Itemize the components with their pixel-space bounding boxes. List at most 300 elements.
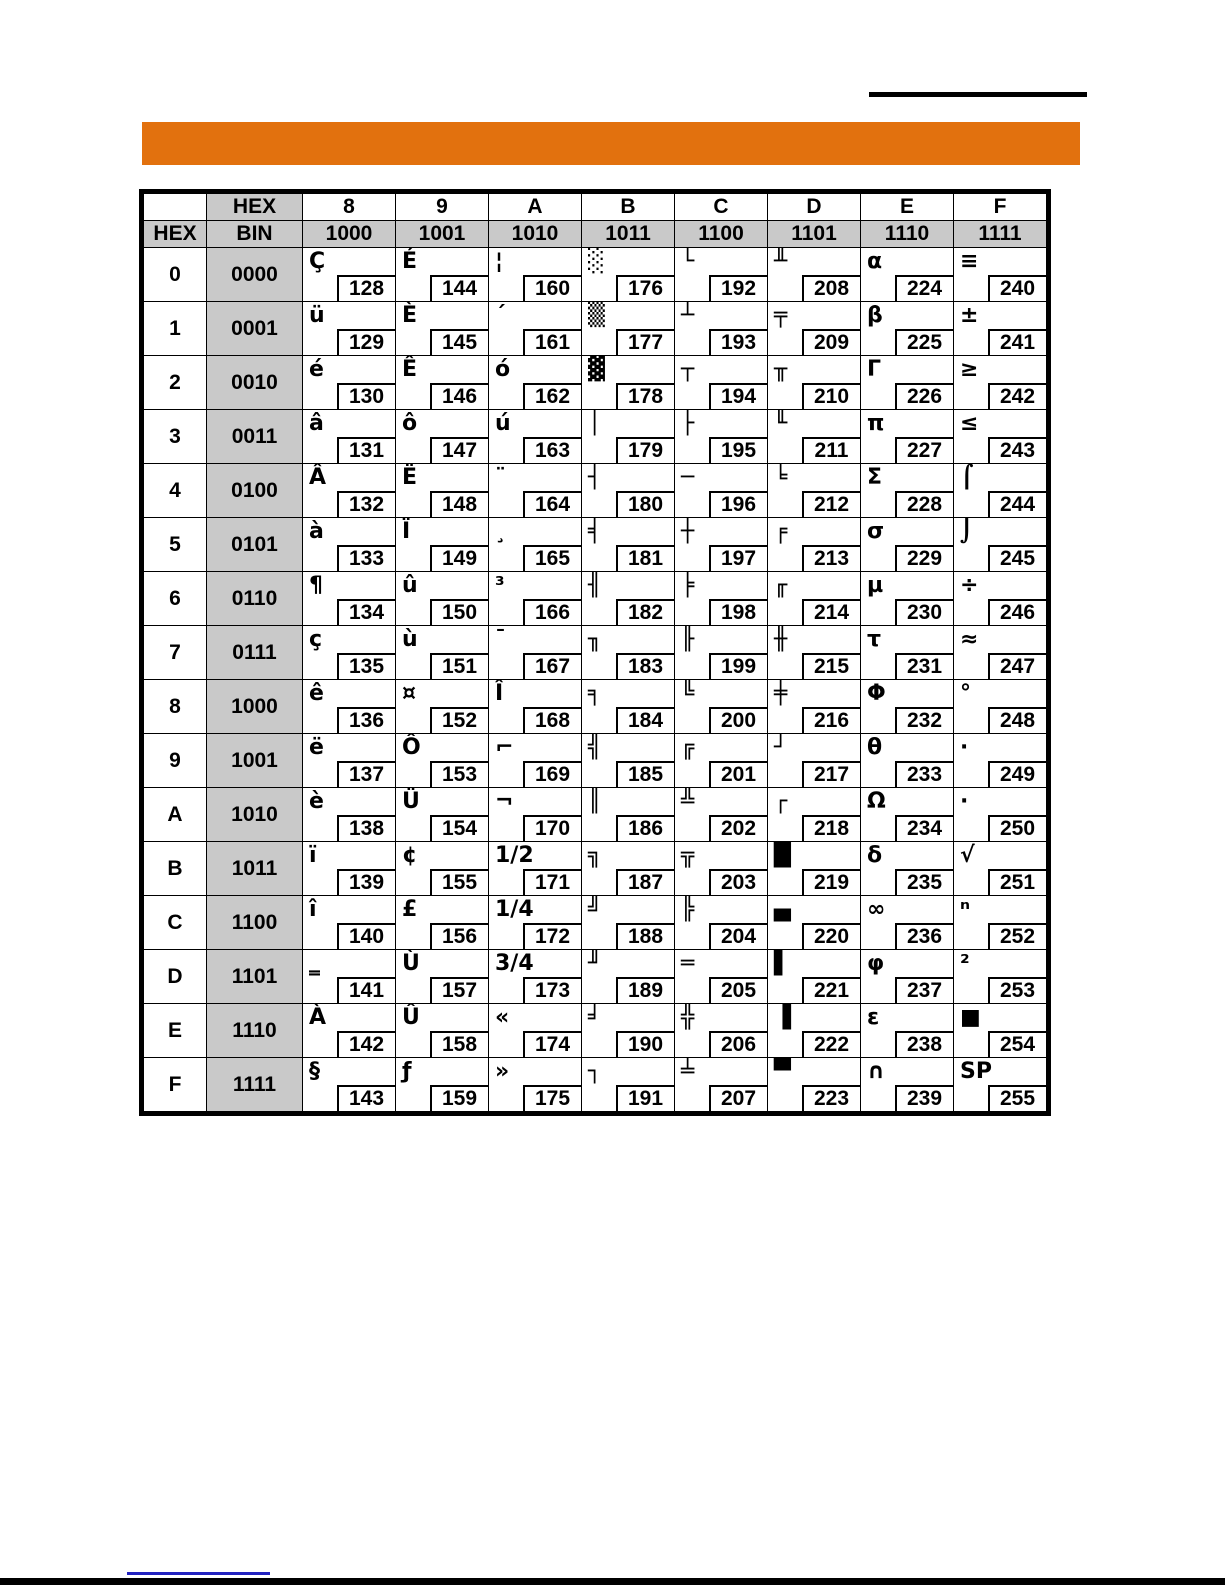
decimal-code: 200 — [709, 707, 769, 735]
row-bin-label: 1010 — [207, 788, 303, 842]
character-glyph: ╗ — [588, 843, 602, 868]
character-glyph: ô — [402, 411, 418, 436]
decimal-code: 195 — [709, 437, 769, 465]
decimal-code: 167 — [523, 653, 583, 681]
charset-cell — [954, 464, 1047, 518]
row-bin-label: 0010 — [207, 356, 303, 410]
decimal-code: 236 — [895, 923, 955, 951]
character-glyph: ¸ — [495, 519, 506, 544]
charset-cell — [954, 248, 1047, 302]
row-bin-label: 0111 — [207, 626, 303, 680]
charset-cell — [582, 950, 675, 1004]
character-glyph: ╔ — [681, 735, 695, 760]
character-glyph: ┘ — [774, 735, 788, 760]
column-bin-header: 1010 — [489, 221, 582, 248]
row-hex-label: 7 — [144, 626, 207, 680]
character-glyph: Ù — [402, 951, 420, 976]
charset-cell — [768, 734, 861, 788]
character-glyph: ┬ — [681, 357, 695, 382]
decimal-code: 134 — [337, 599, 397, 627]
character-glyph: ╧ — [681, 1059, 695, 1084]
decimal-code: 203 — [709, 869, 769, 897]
row-hex-label: C — [144, 896, 207, 950]
charset-cell — [954, 1058, 1047, 1112]
decimal-code: 250 — [988, 815, 1048, 843]
character-glyph: ╘ — [774, 465, 788, 490]
charset-cell — [954, 950, 1047, 1004]
decimal-code: 163 — [523, 437, 583, 465]
character-glyph: ¬ — [495, 789, 514, 814]
charset-cell — [303, 248, 396, 302]
charset-cell — [861, 680, 954, 734]
row-hex-label: 4 — [144, 464, 207, 518]
character-glyph: 1/4 — [495, 897, 534, 922]
charset-cell — [489, 896, 582, 950]
charset-cell — [396, 572, 489, 626]
row-bin-label: 1001 — [207, 734, 303, 788]
decimal-code: 140 — [337, 923, 397, 951]
charset-cell — [582, 464, 675, 518]
character-glyph: ƒ — [402, 1059, 412, 1084]
character-glyph: π — [867, 411, 885, 436]
character-glyph: ╛ — [588, 1005, 602, 1030]
decimal-code: 149 — [430, 545, 490, 573]
hex-column-header: HEX — [207, 194, 303, 221]
decimal-code: 137 — [337, 761, 397, 789]
character-glyph: ≥ — [960, 357, 979, 382]
table-row — [144, 896, 1047, 950]
character-glyph: Ç — [309, 249, 326, 274]
charset-cell — [861, 464, 954, 518]
charset-cell — [861, 1004, 954, 1058]
charset-cell — [489, 464, 582, 518]
charset-cell — [954, 1004, 1047, 1058]
row-bin-label: 1000 — [207, 680, 303, 734]
character-glyph: ═ — [681, 951, 695, 976]
charset-cell — [489, 734, 582, 788]
charset-cell — [768, 1004, 861, 1058]
character-glyph: ╒ — [774, 519, 788, 544]
character-glyph: δ — [867, 843, 883, 868]
decimal-code: 176 — [616, 275, 676, 303]
charset-cell — [303, 464, 396, 518]
column-header: E — [861, 194, 954, 221]
charset-cell — [489, 572, 582, 626]
charset-cell — [954, 680, 1047, 734]
row-hex-label: E — [144, 1004, 207, 1058]
character-glyph: ╚ — [681, 681, 695, 706]
charset-cell — [954, 842, 1047, 896]
table-row — [144, 464, 1047, 518]
decimal-code: 129 — [337, 329, 397, 357]
charset-cell — [303, 518, 396, 572]
decimal-code: 175 — [523, 1085, 583, 1113]
charset-cell — [396, 464, 489, 518]
charset-cell — [954, 356, 1047, 410]
table-row — [144, 680, 1047, 734]
charset-cell — [861, 950, 954, 1004]
row-bin-label: 0101 — [207, 518, 303, 572]
character-glyph: ε — [867, 1005, 880, 1030]
decimal-code: 207 — [709, 1085, 769, 1113]
decimal-code: 173 — [523, 977, 583, 1005]
header-row-bin — [144, 221, 1047, 248]
charset-cell — [768, 572, 861, 626]
decimal-code: 143 — [337, 1085, 397, 1113]
character-glyph: ¤ — [402, 681, 416, 706]
charset-table — [143, 193, 1047, 1112]
decimal-code: 222 — [802, 1031, 862, 1059]
decimal-code: 171 — [523, 869, 583, 897]
decimal-code: 245 — [988, 545, 1048, 573]
character-glyph: ▀ — [774, 1059, 791, 1084]
character-glyph: « — [495, 1005, 510, 1030]
charset-cell — [768, 356, 861, 410]
decimal-code: 161 — [523, 329, 583, 357]
charset-cell — [303, 896, 396, 950]
charset-cell — [303, 734, 396, 788]
character-glyph: ╙ — [774, 411, 788, 436]
decimal-code: 233 — [895, 761, 955, 789]
charset-cell — [489, 788, 582, 842]
character-glyph: ± — [960, 303, 979, 328]
decimal-code: 199 — [709, 653, 769, 681]
charset-cell — [861, 788, 954, 842]
charset-cell — [396, 626, 489, 680]
column-bin-header: 1110 — [861, 221, 954, 248]
decimal-code: 151 — [430, 653, 490, 681]
table-row — [144, 734, 1047, 788]
character-glyph: ╫ — [774, 627, 788, 652]
charset-cell — [303, 410, 396, 464]
charset-cell — [396, 1004, 489, 1058]
decimal-code: 226 — [895, 383, 955, 411]
character-glyph: ╓ — [774, 573, 788, 598]
charset-cell — [675, 680, 768, 734]
row-hex-label: 0 — [144, 248, 207, 302]
character-glyph: ░ — [588, 249, 605, 274]
character-glyph: ² — [960, 951, 970, 976]
decimal-code: 205 — [709, 977, 769, 1005]
decimal-code: 148 — [430, 491, 490, 519]
charset-cell — [768, 464, 861, 518]
decimal-code: 206 — [709, 1031, 769, 1059]
character-glyph: β — [867, 303, 883, 328]
decimal-code: 182 — [616, 599, 676, 627]
character-glyph: Û — [402, 1005, 420, 1030]
charset-cell — [489, 626, 582, 680]
charset-cell — [768, 302, 861, 356]
charset-cell — [954, 302, 1047, 356]
charset-cell — [768, 410, 861, 464]
row-bin-label: 0100 — [207, 464, 303, 518]
decimal-code: 145 — [430, 329, 490, 357]
character-glyph: Â — [309, 465, 327, 490]
hex-row-header: HEX — [144, 221, 207, 248]
character-glyph: ┼ — [681, 519, 695, 544]
decimal-code: 224 — [895, 275, 955, 303]
character-glyph: é — [309, 357, 324, 382]
decimal-code: 246 — [988, 599, 1048, 627]
charset-cell — [954, 896, 1047, 950]
decimal-code: 172 — [523, 923, 583, 951]
decimal-code: 211 — [802, 437, 862, 465]
column-bin-header: 1000 — [303, 221, 396, 248]
column-header: F — [954, 194, 1047, 221]
charset-cell — [768, 788, 861, 842]
character-glyph: φ — [867, 951, 885, 976]
charset-cell — [396, 302, 489, 356]
row-bin-label: 1101 — [207, 950, 303, 1004]
character-glyph: 3/4 — [495, 951, 534, 976]
decimal-code: 252 — [988, 923, 1048, 951]
character-glyph: ú — [495, 411, 511, 436]
charset-cell — [303, 1058, 396, 1112]
decimal-code: 230 — [895, 599, 955, 627]
row-bin-label: 0011 — [207, 410, 303, 464]
decimal-code: 132 — [337, 491, 397, 519]
charset-cell — [675, 356, 768, 410]
decimal-code: 202 — [709, 815, 769, 843]
character-glyph: ≤ — [960, 411, 979, 436]
charset-cell — [768, 950, 861, 1004]
decimal-code: 165 — [523, 545, 583, 573]
page-bottom-edge — [0, 1578, 1225, 1585]
charset-cell — [396, 788, 489, 842]
decimal-code: 179 — [616, 437, 676, 465]
charset-cell — [303, 356, 396, 410]
charset-cell — [582, 680, 675, 734]
charset-cell — [489, 842, 582, 896]
decimal-code: 210 — [802, 383, 862, 411]
charset-cell — [582, 248, 675, 302]
character-glyph: σ — [867, 519, 885, 544]
decimal-code: 188 — [616, 923, 676, 951]
character-glyph: Ω — [867, 789, 886, 814]
row-bin-label: 1110 — [207, 1004, 303, 1058]
decimal-code: 198 — [709, 599, 769, 627]
charset-cell — [396, 518, 489, 572]
character-glyph: τ — [867, 627, 882, 652]
charset-cell — [768, 896, 861, 950]
charset-cell — [675, 788, 768, 842]
character-glyph: ï — [309, 843, 317, 868]
header-row-hex — [144, 194, 1047, 221]
decimal-code: 178 — [616, 383, 676, 411]
character-glyph: ⌐ — [495, 735, 514, 760]
character-glyph: ─ — [681, 465, 695, 490]
character-glyph: ┤ — [588, 465, 602, 490]
charset-cell — [675, 896, 768, 950]
charset-cell — [861, 1058, 954, 1112]
character-glyph: ³ — [495, 573, 505, 598]
decimal-code: 133 — [337, 545, 397, 573]
character-glyph: à — [309, 519, 324, 544]
decimal-code: 234 — [895, 815, 955, 843]
decimal-code: 201 — [709, 761, 769, 789]
decimal-code: 166 — [523, 599, 583, 627]
character-glyph: ¶ — [309, 573, 323, 598]
character-glyph: Ü — [402, 789, 420, 814]
charset-cell — [489, 410, 582, 464]
character-glyph: Ë — [402, 465, 418, 490]
charset-cell — [582, 572, 675, 626]
character-glyph: â — [309, 411, 324, 436]
character-glyph: ╞ — [681, 573, 695, 598]
charset-cell — [954, 572, 1047, 626]
character-glyph: È — [402, 303, 418, 328]
character-glyph: ÷ — [960, 573, 979, 598]
decimal-code: 197 — [709, 545, 769, 573]
character-glyph: ╥ — [774, 357, 788, 382]
decimal-code: 128 — [337, 275, 397, 303]
character-glyph: ¦ — [495, 249, 504, 274]
character-glyph: ç — [309, 627, 323, 652]
character-glyph: ó — [495, 357, 511, 382]
charset-cell — [489, 950, 582, 1004]
table-row — [144, 572, 1047, 626]
character-glyph: É — [402, 249, 418, 274]
charset-cell — [675, 734, 768, 788]
character-glyph: Ï — [402, 519, 411, 544]
charset-cell — [582, 734, 675, 788]
table-row — [144, 518, 1047, 572]
decimal-code: 249 — [988, 761, 1048, 789]
charset-cell — [675, 464, 768, 518]
character-glyph: ¢ — [402, 843, 418, 868]
charset-cell — [303, 1004, 396, 1058]
section-title-bar — [142, 122, 1080, 165]
charset-cell — [954, 788, 1047, 842]
charset-cell — [582, 518, 675, 572]
charset-cell — [303, 302, 396, 356]
decimal-code: 177 — [616, 329, 676, 357]
charset-cell — [675, 410, 768, 464]
character-glyph: » — [495, 1059, 510, 1084]
decimal-code: 136 — [337, 707, 397, 735]
row-hex-label: 8 — [144, 680, 207, 734]
table-corner-cell — [144, 194, 207, 221]
character-glyph: SP — [960, 1059, 992, 1084]
decimal-code: 191 — [616, 1085, 676, 1113]
decimal-code: 241 — [988, 329, 1048, 357]
charset-cell — [954, 410, 1047, 464]
decimal-code: 213 — [802, 545, 862, 573]
table-row — [144, 410, 1047, 464]
character-glyph: ┌ — [774, 789, 788, 814]
decimal-code: 141 — [337, 977, 397, 1005]
charset-cell — [861, 572, 954, 626]
decimal-code: 160 — [523, 275, 583, 303]
character-glyph: ´ — [495, 303, 506, 328]
character-glyph: î — [309, 897, 317, 922]
row-hex-label: B — [144, 842, 207, 896]
decimal-code: 238 — [895, 1031, 955, 1059]
table-row — [144, 248, 1047, 302]
decimal-code: 216 — [802, 707, 862, 735]
charset-cell — [396, 734, 489, 788]
decimal-code: 225 — [895, 329, 955, 357]
charset-cell — [861, 518, 954, 572]
charset-cell — [489, 302, 582, 356]
charset-cell — [396, 896, 489, 950]
decimal-code: 204 — [709, 923, 769, 951]
column-header: B — [582, 194, 675, 221]
charset-cell — [303, 950, 396, 1004]
column-header: 9 — [396, 194, 489, 221]
decimal-code: 242 — [988, 383, 1048, 411]
character-glyph: ╟ — [681, 627, 695, 652]
character-glyph: √ — [960, 843, 975, 868]
decimal-code: 146 — [430, 383, 490, 411]
charset-cell — [861, 626, 954, 680]
decimal-code: 208 — [802, 275, 862, 303]
row-hex-label: 1 — [144, 302, 207, 356]
character-glyph: Ô — [402, 735, 421, 760]
decimal-code: 187 — [616, 869, 676, 897]
character-glyph: ┐ — [588, 1059, 602, 1084]
character-glyph: ╠ — [681, 897, 695, 922]
charset-cell — [396, 950, 489, 1004]
table-row — [144, 356, 1047, 410]
decimal-code: 248 — [988, 707, 1048, 735]
character-glyph: è — [309, 789, 324, 814]
character-glyph: ∙ — [960, 735, 969, 760]
decimal-code: 150 — [430, 599, 490, 627]
charset-cell — [768, 842, 861, 896]
character-glyph: ╩ — [681, 789, 695, 814]
charset-cell — [303, 572, 396, 626]
charset-cell — [675, 248, 768, 302]
charset-cell — [303, 788, 396, 842]
character-glyph: £ — [402, 897, 418, 922]
character-glyph: ⁿ — [960, 897, 971, 922]
character-glyph: ├ — [681, 411, 695, 436]
column-bin-header: 1001 — [396, 221, 489, 248]
charset-cell — [861, 356, 954, 410]
charset-cell — [489, 248, 582, 302]
character-glyph: ▒ — [588, 303, 605, 328]
row-hex-label: D — [144, 950, 207, 1004]
charset-cell — [582, 356, 675, 410]
character-glyph: │ — [588, 411, 602, 436]
decimal-code: 131 — [337, 437, 397, 465]
character-glyph: Î — [495, 681, 504, 706]
character-glyph: θ — [867, 735, 883, 760]
table-row — [144, 1004, 1047, 1058]
character-glyph: ▓ — [588, 357, 605, 382]
decimal-code: 255 — [988, 1085, 1048, 1113]
character-glyph: ╖ — [588, 627, 602, 652]
decimal-code: 138 — [337, 815, 397, 843]
charset-cell — [396, 680, 489, 734]
character-glyph: ╬ — [681, 1005, 695, 1030]
decimal-code: 232 — [895, 707, 955, 735]
character-glyph: ╜ — [588, 951, 602, 976]
charset-cell — [768, 248, 861, 302]
character-glyph: ╪ — [774, 681, 788, 706]
decimal-code: 231 — [895, 653, 955, 681]
character-glyph: ∞ — [867, 897, 886, 922]
charset-cell — [861, 248, 954, 302]
decimal-code: 251 — [988, 869, 1048, 897]
character-glyph: ■ — [960, 1005, 981, 1030]
row-hex-label: 5 — [144, 518, 207, 572]
decimal-code: 220 — [802, 923, 862, 951]
decimal-code: 184 — [616, 707, 676, 735]
row-hex-label: 9 — [144, 734, 207, 788]
character-glyph: ∩ — [867, 1059, 885, 1084]
